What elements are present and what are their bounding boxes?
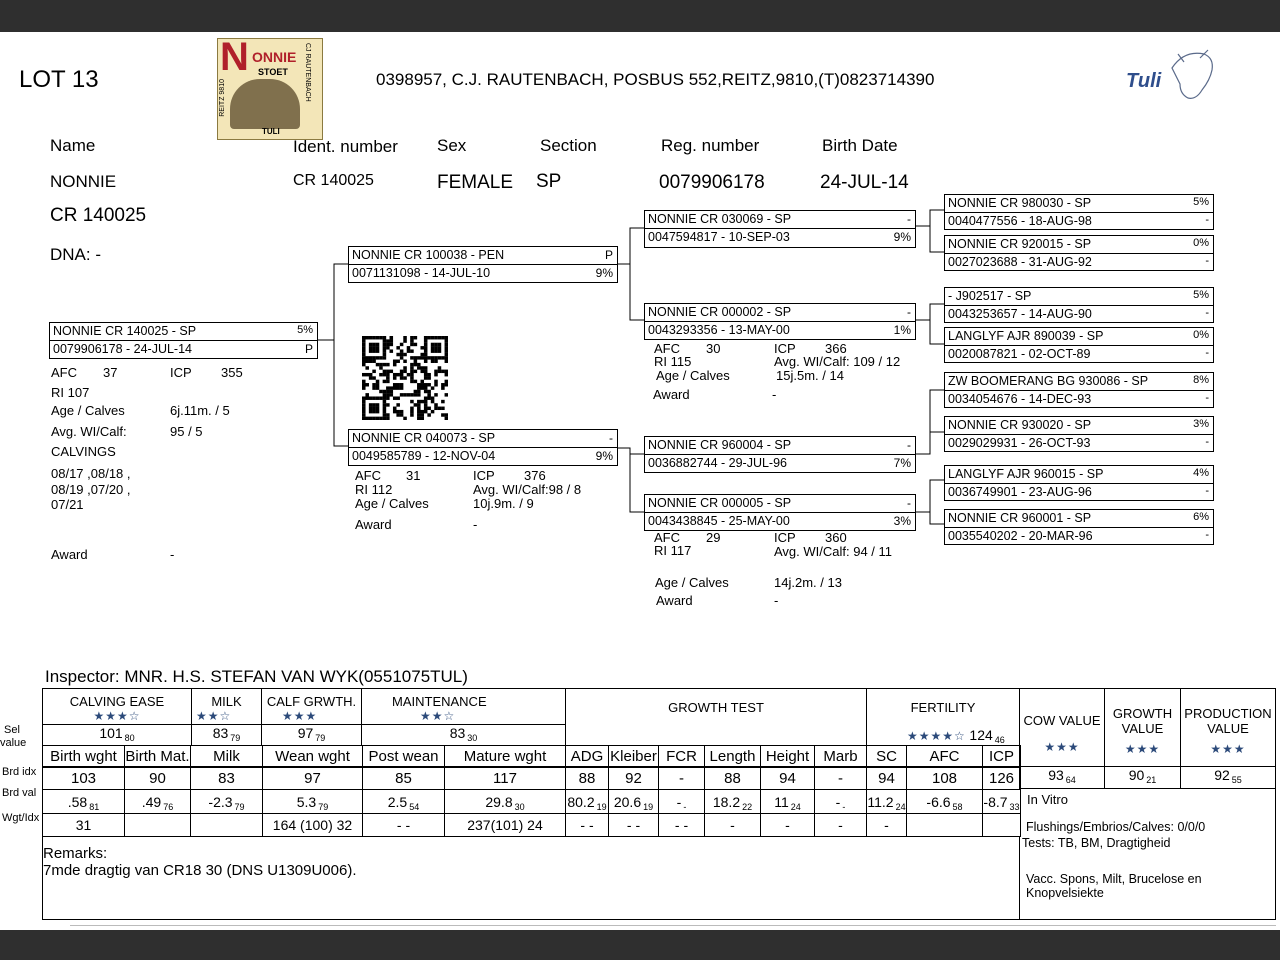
subject-award-label: Award: [51, 547, 88, 562]
label-reg: Reg. number: [661, 136, 760, 155]
calf-growth-sel: 97: [297, 725, 314, 741]
brd-val-6: 80.2: [567, 794, 595, 810]
brd-val-9: 18.2: [712, 794, 741, 810]
dam-wl: Avg. WI/Calf:98 / 8: [473, 482, 582, 497]
dam-award-label: Award: [355, 517, 392, 532]
subject-age-label: Age / Calves: [51, 403, 125, 418]
subject-icp-label: ICP: [170, 365, 192, 380]
grid-wgt-5: 237(101) 24: [444, 813, 566, 837]
grid-wgt-10: -: [760, 813, 815, 837]
grid-val-14: [982, 789, 1021, 814]
brd-val-acc-8: -: [683, 802, 687, 812]
vaccinations-1: Vacc. Spons, Milt, Brucelose en: [1026, 872, 1202, 886]
cow-value-stars: ★★★: [1044, 740, 1080, 754]
grid-val-13: [906, 789, 983, 814]
production-value-header-1: PRODUCTION: [1184, 706, 1272, 721]
gp4-wl: Avg. WI/Calf: 94 / 11: [774, 544, 893, 559]
grid-cols-2: Milk: [190, 745, 263, 768]
subject-wl-label: Avg. WI/Calf:: [51, 424, 127, 439]
gp2-age: 15j.5m. / 14: [776, 368, 844, 383]
pedigree-subject: NONNIE CR 140025 - SP 5% 0079906178 - 24-JUL-14 P: [49, 322, 318, 359]
animal-sex: FEMALE: [437, 172, 514, 193]
production-value-header-2: VALUE: [1207, 721, 1249, 736]
gp2-afc: 30: [706, 341, 721, 356]
gp4-icp: 360: [825, 530, 847, 545]
calving-ease-stars: ★★★☆: [93, 709, 141, 723]
milk-stars: ★★☆: [196, 709, 232, 723]
owner-address: 0398957, C.J. RAUTENBACH, POSBUS 552,REITZ,9810,(T)0823714390: [376, 70, 935, 89]
label-sex: Sex: [437, 136, 467, 155]
grid-wgt-8: - -: [658, 813, 705, 837]
grid-val-6: [565, 789, 609, 814]
grid-wgt-9: -: [704, 813, 761, 837]
grid-wgt-2: [190, 813, 263, 837]
maintenance-sel-acc: 30: [467, 733, 478, 743]
cow-value-idx: 93: [1048, 767, 1064, 783]
grid-cols-14: ICP: [982, 745, 1021, 768]
grid-val-7: [608, 789, 659, 814]
grid-idx-1: 90: [124, 766, 191, 790]
brd-val-acc-6: 19: [596, 802, 607, 812]
brd-val-acc-2: 79: [234, 802, 245, 812]
grid-wgt-14: [982, 813, 1021, 837]
grid-cols-0: Birth wght: [42, 745, 125, 768]
subject-age: 6j.11m. / 5: [170, 403, 230, 418]
cow-value-header: COW VALUE: [1023, 713, 1101, 728]
grid-idx-14: 126: [982, 766, 1021, 790]
grid-val-5: [444, 789, 566, 814]
brd-val-acc-14: 33: [1009, 802, 1020, 812]
vaccinations-2: Knopvelsiekte: [1026, 886, 1104, 900]
row-label-brd-idx: Brd idx: [2, 766, 37, 778]
dam-icp-label: ICP: [473, 468, 495, 483]
brd-val-7: 20.6: [613, 794, 642, 810]
pedigree-ggp-7: LANGLYF AJR 960015 - SP 4% 0036749901 - 23-AUG-96 -: [944, 465, 1214, 501]
animal-ident-big: CR 140025: [50, 205, 147, 226]
brd-val-4: 2.5: [387, 794, 408, 810]
gp2-award: -: [772, 387, 777, 402]
brd-val-5: 29.8: [485, 794, 513, 810]
animal-reg: 0079906178: [659, 172, 765, 193]
pedigree-grandparent-2: NONNIE CR 000002 - SP - 0043293356 - 13-MAY-00 1%: [644, 303, 916, 340]
brd-val-acc-10: 24: [790, 802, 801, 812]
grid-idx-12: 94: [866, 766, 907, 790]
growth-value-header-1: GROWTH: [1112, 706, 1173, 721]
growth-value-idx-acc: 21: [1146, 775, 1157, 785]
fertility-sel-acc: 46: [994, 735, 1005, 745]
gp2-age-label: Age / Calves: [656, 368, 730, 383]
pedigree-ggp-5: ZW BOOMERANG BG 930086 - SP 8% 0034054676 - 14-DEC-93 -: [944, 372, 1214, 408]
production-value-idx: 92: [1214, 767, 1230, 783]
animal-ident: CR 140025: [293, 172, 374, 189]
gp2-ri: RI 115: [654, 354, 692, 369]
brd-val-0: .58: [67, 794, 88, 810]
flushings: Flushings/Embrios/Calves: 0/0/0: [1026, 820, 1206, 834]
in-vitro: In Vitro: [1027, 792, 1068, 807]
brd-val-acc-3: 79: [318, 802, 329, 812]
grid-cols-6: ADG: [565, 745, 609, 768]
grid-idx-10: 94: [760, 766, 815, 790]
tuli-logo: Tuli: [1124, 46, 1218, 106]
brd-val-acc-1: 76: [163, 802, 174, 812]
subject-icp: 355: [221, 365, 243, 380]
maintenance-sel: 83: [449, 725, 466, 741]
cow-value-idx-acc: 64: [1065, 775, 1076, 785]
subject-ri: RI 107: [51, 385, 90, 400]
pedigree-sire: NONNIE CR 100038 - PEN P 0071131098 - 14-JUL-10 9%: [348, 246, 618, 283]
grid-cols-4: Post wean: [362, 745, 445, 768]
grid-wgt-6: - -: [565, 813, 609, 837]
grid-idx-0: 103: [42, 766, 125, 790]
subject-calvings-3: 07/21: [51, 497, 84, 512]
pedigree-grandparent-1: NONNIE CR 030069 - SP - 0047594817 - 10-SEP-03 9%: [644, 210, 916, 248]
inspector: Inspector: MNR. H.S. STEFAN VAN WYK(0551075TUL): [45, 667, 468, 686]
grid-val-11: [814, 789, 867, 814]
grid-idx-11: -: [814, 766, 867, 790]
grid-cols-13: AFC: [906, 745, 983, 768]
brd-val-acc-4: 54: [409, 802, 420, 812]
grid-cols-10: Height: [760, 745, 815, 768]
gp4-icp-label: ICP: [774, 530, 796, 545]
subject-calvings-1: 08/17 ,08/18 ,: [51, 466, 131, 481]
brd-val-2: -2.3: [208, 794, 233, 810]
grid-wgt-7: - -: [608, 813, 659, 837]
grid-cols-5: Mature wght: [444, 745, 566, 768]
grid-val-10: [760, 789, 815, 814]
pedigree-grandparent-3: NONNIE CR 960004 - SP - 0036882744 - 29-JUL-96 7%: [644, 436, 916, 473]
fertility-stars: ★★★★☆: [907, 729, 966, 743]
grid-val-3: [262, 789, 363, 814]
grid-cols-11: Marb: [814, 745, 867, 768]
calf-growth-stars: ★★★: [282, 709, 318, 723]
subject-calvings-label: CALVINGS: [51, 444, 116, 459]
animal-name: NONNIE: [50, 172, 117, 191]
remarks-label: Remarks:: [43, 845, 108, 862]
grid-idx-5: 117: [444, 766, 566, 790]
grid-wgt-4: - -: [362, 813, 445, 837]
grid-idx-6: 88: [565, 766, 609, 790]
brd-val-acc-13: 58: [952, 802, 963, 812]
brd-val-8: -: [676, 794, 682, 810]
dam-ri: RI 112: [355, 482, 393, 497]
pedigree-ggp-1: NONNIE CR 980030 - SP 5% 0040477556 - 18-AUG-98 -: [944, 194, 1214, 230]
grid-idx-2: 83: [190, 766, 263, 790]
grid-wgt-12: -: [866, 813, 907, 837]
label-ident: Ident. number: [293, 137, 398, 156]
pedigree-dam: NONNIE CR 040073 - SP - 0049585789 - 12-NOV-04 9%: [348, 429, 618, 466]
brd-val-11: -: [835, 794, 841, 810]
animal-section: SP: [536, 171, 562, 192]
brd-val-acc-11: -: [842, 802, 846, 812]
fertility-sel: 124: [969, 727, 993, 743]
brd-val-acc-5: 30: [514, 802, 525, 812]
brd-val-acc-9: 22: [742, 802, 753, 812]
grid-cols-7: Kleiber: [608, 745, 659, 768]
maintenance-header: MAINTENANCE: [392, 694, 487, 709]
gp4-age: 14j.2m. / 13: [774, 575, 842, 590]
brd-val-12: 11.2: [867, 794, 894, 810]
maintenance-stars: ★★☆: [420, 709, 456, 723]
grid-val-8: [658, 789, 705, 814]
milk-sel: 83: [212, 725, 229, 741]
remarks: 7mde dragtig van CR18 30 (DNS U1309U006).: [43, 862, 357, 879]
calf-growth-header: CALF GRWTH.: [266, 694, 357, 709]
grid-idx-13: 108: [906, 766, 983, 790]
row-label-sel-1: Sel: [4, 724, 20, 736]
dam-afc: 31: [406, 468, 421, 483]
tests: Tests: TB, BM, Dragtigheid: [1022, 836, 1171, 850]
grid-wgt-1: [124, 813, 191, 837]
row-label-brd-val: Brd val: [2, 787, 37, 799]
gp2-afc-label: AFC: [654, 341, 680, 356]
grid-cols-1: Birth Mat.: [124, 745, 191, 768]
gp4-age-label: Age / Calves: [655, 575, 729, 590]
grid-wgt-3: 164 (100) 32: [262, 813, 363, 837]
grid-cols-8: FCR: [658, 745, 705, 768]
gp2-icp: 366: [825, 341, 847, 356]
grid-val-9: [704, 789, 761, 814]
brd-val-acc-7: 19: [643, 802, 654, 812]
lot-number: LOT 13: [19, 66, 99, 93]
grid-wgt-0: 31: [42, 813, 125, 837]
grid-idx-4: 85: [362, 766, 445, 790]
dna: DNA: -: [50, 245, 101, 264]
subject-calvings-2: 08/19 ,07/20 ,: [51, 482, 131, 497]
grid-val-4: [362, 789, 445, 814]
grid-cols-3: Wean wght: [262, 745, 363, 768]
growth-test-header: GROWTH TEST: [668, 700, 764, 715]
grid-idx-7: 92: [608, 766, 659, 790]
label-name: Name: [50, 136, 96, 155]
gp4-afc: 29: [706, 530, 721, 545]
production-value-stars: ★★★: [1210, 742, 1246, 756]
gp4-afc-label: AFC: [654, 530, 680, 545]
milk-sel-acc: 79: [230, 733, 241, 743]
row-label-sel-2: value: [0, 737, 27, 749]
growth-value-stars: ★★★: [1124, 742, 1161, 756]
brd-val-13: -6.6: [926, 794, 951, 810]
grid-cols-9: Length: [704, 745, 761, 768]
calving-ease-header: CALVING EASE: [69, 694, 165, 709]
breeder-logo: N ONNIE STOET CJ RAUTENBACH REITZ 9810 TULI: [217, 38, 323, 140]
calving-ease-sel: 101: [99, 725, 123, 741]
gp2-wl: Avg. WI/Calf: 109 / 12: [774, 354, 901, 369]
animal-birth: 24-JUL-14: [820, 172, 909, 193]
production-value-idx-acc: 55: [1231, 775, 1242, 785]
brd-val-1: .49: [141, 794, 162, 810]
gp4-ri: RI 117: [654, 543, 692, 558]
dam-award: -: [473, 517, 478, 532]
pedigree-ggp-8: NONNIE CR 960001 - SP 6% 0035540202 - 20-MAR-96 -: [944, 509, 1214, 545]
subject-afc: 37: [103, 365, 118, 380]
grid-val-1: [124, 789, 191, 814]
row-label-wgt-idx: Wgt/Idx: [2, 812, 40, 824]
brd-val-3: 5.3: [296, 794, 317, 810]
grid-wgt-13: [906, 813, 983, 837]
milk-header: MILK: [211, 694, 242, 709]
dam-age-label: Age / Calves: [355, 496, 429, 511]
dam-age: 10j.9m. / 9: [473, 496, 534, 511]
grid-wgt-11: -: [814, 813, 867, 837]
calf-growth-sel-acc: 79: [315, 733, 326, 743]
brd-val-acc-12: 24: [895, 802, 906, 812]
brd-val-14: -8.7: [983, 794, 1008, 810]
pedigree-ggp-2: NONNIE CR 920015 - SP 0% 0027023688 - 31-AUG-92 -: [944, 235, 1214, 271]
subject-afc-label: AFC: [51, 365, 77, 380]
gp4-award-label: Award: [656, 593, 693, 608]
gp2-award-label: Award: [653, 387, 690, 402]
grid-val-12: [866, 789, 907, 814]
grid-cols-12: SC: [866, 745, 907, 768]
gp4-award: -: [774, 593, 779, 608]
grid-idx-8: -: [658, 766, 705, 790]
pedigree-ggp-3: - J902517 - SP 5% 0043253657 - 14-AUG-90 -: [944, 287, 1214, 323]
pedigree-grandparent-4: NONNIE CR 000005 - SP - 0043438845 - 25-MAY-00 3%: [644, 494, 916, 531]
calving-ease-sel-acc: 80: [124, 733, 135, 743]
growth-value-header-2: VALUE: [1121, 721, 1164, 736]
growth-value-idx: 90: [1128, 767, 1145, 783]
label-birth: Birth Date: [822, 136, 898, 155]
grid-val-0: [42, 789, 125, 814]
brd-val-10: 11: [774, 794, 789, 810]
fertility-header: FERTILITY: [910, 700, 976, 715]
pedigree-ggp-4: LANGLYF AJR 890039 - SP 0% 0020087821 - 02-OCT-89 -: [944, 327, 1214, 363]
subject-wl: 95 / 5: [170, 424, 203, 439]
brd-val-acc-0: 81: [89, 802, 100, 812]
dam-afc-label: AFC: [355, 468, 381, 483]
label-section: Section: [540, 136, 597, 155]
grid-idx-3: 97: [262, 766, 363, 790]
grid-idx-9: 88: [704, 766, 761, 790]
grid-val-2: [190, 789, 263, 814]
subject-award: -: [170, 547, 175, 562]
gp2-icp-label: ICP: [774, 341, 796, 356]
pedigree-ggp-6: NONNIE CR 930020 - SP 3% 0029029931 - 26-OCT-93 -: [944, 416, 1214, 452]
dam-icp: 376: [524, 468, 546, 483]
